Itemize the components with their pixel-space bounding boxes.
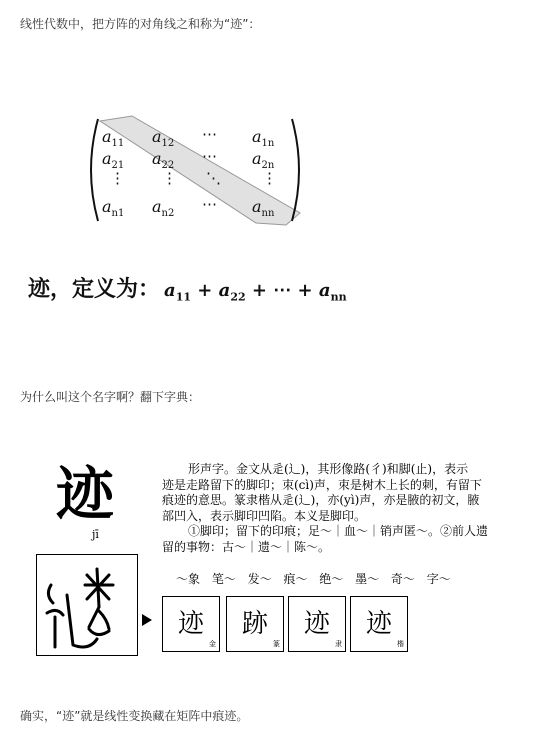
definition-line: ①脚印；留下的印痕；足～｜血～｜销声匿～。②前人遗: [188, 524, 489, 538]
cell-a11: $a_{11}$: [102, 127, 125, 150]
definition-line: 迹是走路留下的脚印；朿(cì)声，朿是树木上长的刺，有留下: [162, 477, 482, 492]
compound-words: ～象 笔～ 发～ 痕～ 绝～ 墨～ 奇～ 字～: [176, 572, 451, 586]
script-form-bronze: [162, 596, 220, 652]
cell-a22: $a_{22}$: [152, 149, 175, 172]
ddots: ⋱: [206, 169, 221, 187]
dictionary-entry: [32, 456, 530, 660]
vdots-col4: ⋮: [262, 169, 277, 187]
conclusion-text: 确实，“迹”就是线性变换藏在矩阵中痕迹。: [20, 709, 249, 723]
cell-a2n: $a_{2n}$: [252, 149, 275, 172]
definition-line: 留的事物：古～｜遗～｜陈～。: [162, 539, 331, 554]
definition-label: 迹，定义为：: [28, 277, 161, 302]
question-text: 为什么叫这个名字啊？翻下字典：: [20, 390, 201, 404]
cell-an1: $a_{n1}$: [102, 197, 125, 220]
headword-character: 迹: [56, 460, 115, 528]
script-tag: 篆: [273, 640, 280, 648]
cell-a12: $a_{12}$: [152, 127, 175, 150]
dictionary-definition: [162, 462, 530, 555]
right-paren: [292, 119, 299, 221]
cell-ann: $a_{nn}$: [252, 197, 275, 220]
script-form-seal: [226, 596, 284, 652]
script-glyph: 迹: [365, 609, 392, 639]
script-form-clerical: [288, 596, 346, 652]
matrix-figure: [86, 113, 306, 228]
cell-a1n: $a_{1n}$: [252, 127, 275, 150]
definition-formula: $a_{11} + a_{22}$ + ⋯ + $a_{nn}$: [164, 280, 347, 304]
script-glyph: 跡: [241, 609, 268, 639]
hdots-row4: ⋯: [202, 195, 217, 213]
ancient-glyph-illustration: [36, 554, 138, 656]
arrow-right-icon: [142, 614, 152, 626]
script-tag: 楷: [397, 640, 404, 648]
cell-an2: $a_{n2}$: [152, 197, 175, 220]
headword-pinyin: jī: [92, 528, 99, 541]
definition-line: 痕迹的意思。篆隶楷从辵(辶)，亦(yì)声，亦是腋的初文，腋: [162, 493, 480, 507]
definition-line: 形声字。金文从辵(辶)，其形像路(彳)和脚(止)，表示: [188, 462, 469, 476]
script-glyph: 迹: [177, 609, 204, 639]
vdots-col1: ⋮: [110, 169, 125, 187]
hdots-row2: ⋯: [202, 147, 217, 165]
vdots-col2: ⋮: [162, 169, 177, 187]
script-tag: 隶: [335, 640, 342, 648]
script-form-regular: [350, 596, 408, 652]
bronze-script-glyph-icon: [37, 555, 137, 655]
intro-text: 线性代数中，把方阵的对角线之和称为“迹”：: [20, 17, 261, 31]
script-tag: 金: [209, 640, 216, 648]
definition-line: 部凹入，表示脚印凹陷。本义是脚印。: [162, 508, 367, 523]
cell-a21: $a_{21}$: [102, 149, 125, 172]
left-paren: [91, 119, 98, 221]
hdots-row1: ⋯: [202, 125, 217, 143]
trace-definition: [28, 272, 347, 304]
script-glyph: 迹: [303, 609, 330, 639]
